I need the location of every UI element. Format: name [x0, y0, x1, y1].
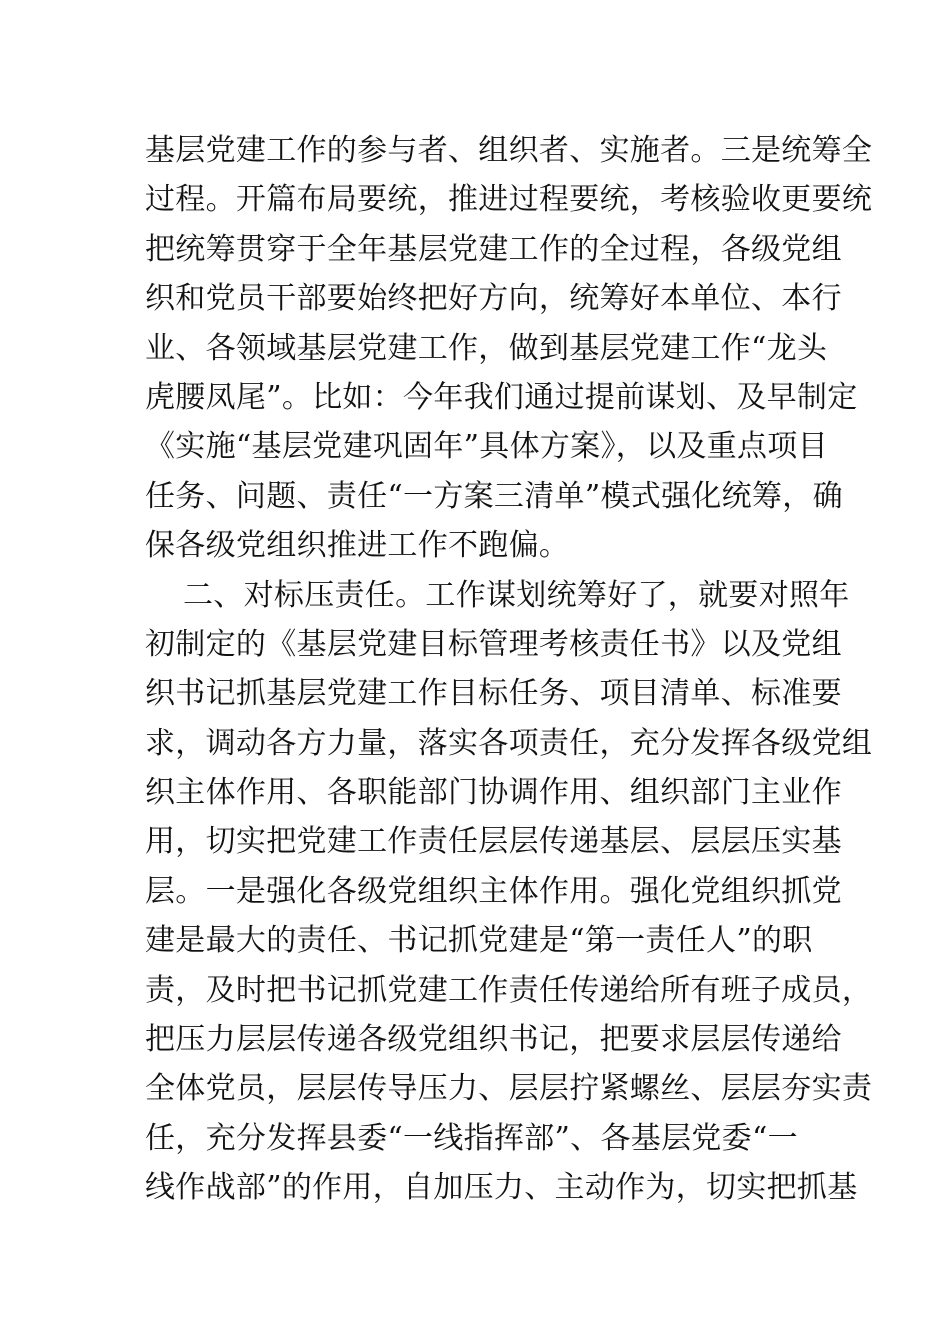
- text-line: 建是最大的责任、书记抓党建是“第一责任人”的职: [145, 923, 813, 959]
- text-line: 初制定的《基层党建目标管理考核责任书》以及党组: [145, 626, 842, 662]
- text-line: 织主体作用、各职能部门协调作用、组织部门主业作: [145, 775, 842, 811]
- text-line: 过程。开篇布局要统，推进过程要统，考核验收更要统: [145, 182, 873, 218]
- text-line: 虎腰凤尾”。比如：今年我们通过提前谋划、及早制定: [145, 379, 858, 415]
- text-line: 层。一是强化各级党组织主体作用。强化党组织抓党: [145, 873, 842, 909]
- text-line: 织书记抓基层党建工作目标任务、项目清单、标准要: [145, 676, 842, 712]
- body-text: [145, 126, 873, 1213]
- text-line: 把统筹贯穿于全年基层党建工作的全过程，各级党组: [145, 231, 842, 267]
- text-line: 任务、问题、责任“一方案三清单”模式强化统筹，确: [145, 478, 843, 514]
- text-line: 保各级党组织推进工作不跑偏。: [145, 528, 570, 564]
- text-line: 用，切实把党建工作责任层层传递基层、层层压实基: [145, 824, 842, 860]
- section-heading-line: 二、对标压责任。工作谋划统筹好了，就要对照年: [183, 577, 850, 613]
- text-line: 求，调动各方力量，落实各项责任，充分发挥各级党组: [145, 725, 873, 761]
- text-line: 线作战部”的作用，自加压力、主动作为，切实把抓基: [145, 1170, 858, 1206]
- text-line: 织和党员干部要始终把好方向，统筹好本单位、本行: [145, 281, 842, 317]
- text-line: 全体党员，层层传导压力、层层拧紧螺丝、层层夯实责: [145, 1071, 873, 1107]
- text-line: 任，充分发挥县委“一线指挥部”、各基层党委“一: [145, 1120, 798, 1156]
- text-line: 把压力层层传递各级党组织书记，把要求层层传递给: [145, 1022, 842, 1058]
- text-line: 《实施“基层党建巩固年”具体方案》，以及重点项目: [145, 429, 828, 465]
- text-line: 业、各领域基层党建工作，做到基层党建工作“龙头: [145, 330, 828, 366]
- text-line: 责，及时把书记抓党建工作责任传递给所有班子成员，: [145, 972, 873, 1008]
- text-line: 基层党建工作的参与者、组织者、实施者。三是统筹全: [145, 133, 873, 168]
